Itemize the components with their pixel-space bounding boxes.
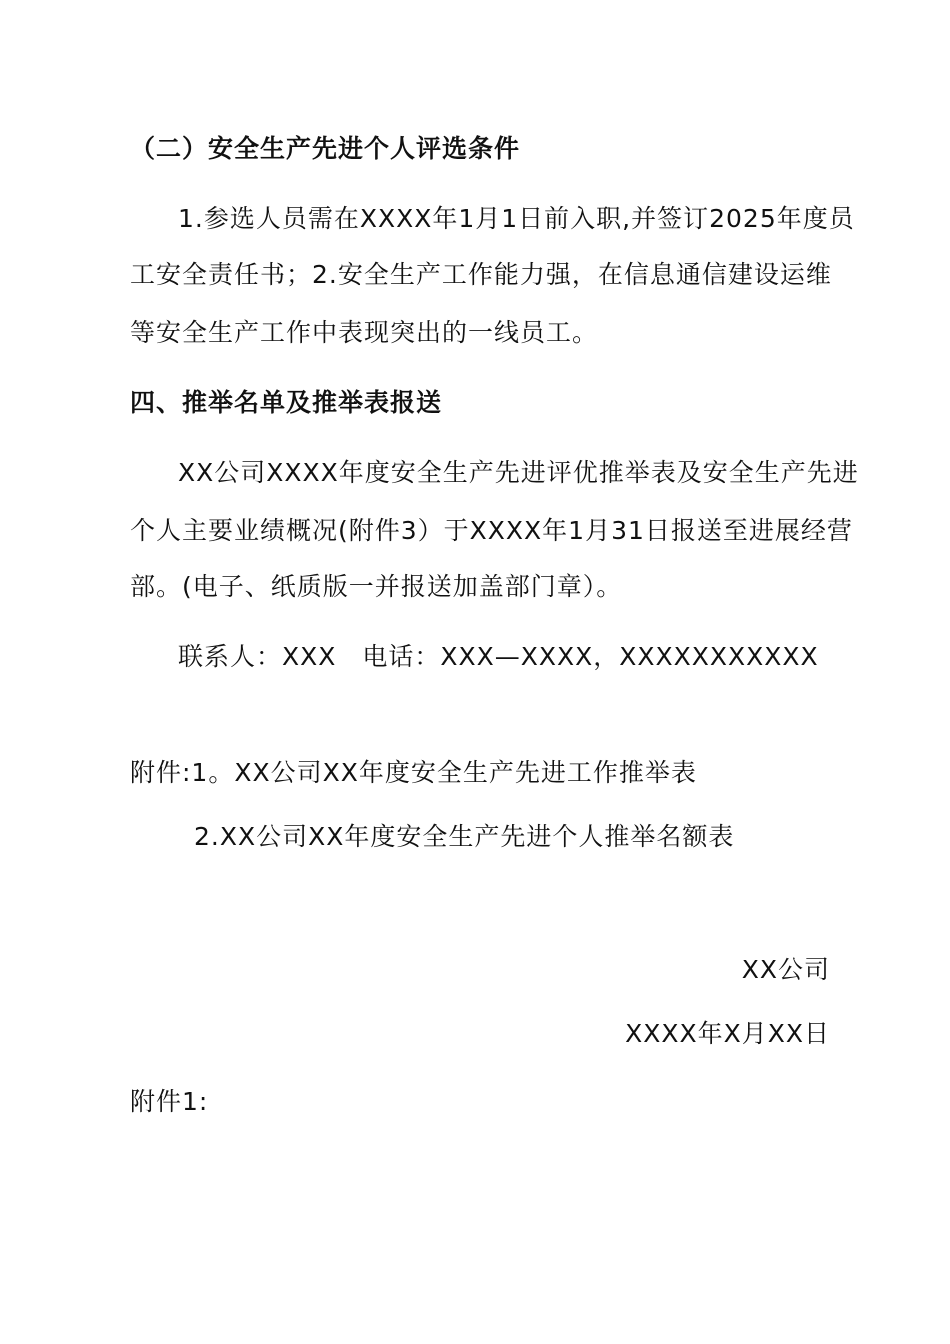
signature-org: XX公司 [741,955,830,984]
paragraph-line: XX公司XXXX年度安全生产先进评优推举表及安全生产先进 [178,458,859,487]
section-heading-selection-criteria: （二）安全生产先进个人评选条件 [130,134,521,163]
contact-info: 联系人：XXX 电话：XXX—XXXX，XXXXXXXXXXX [178,642,819,671]
paragraph-line: 个人主要业绩概况(附件3）于XXXX年1月31日报送至进展经营 [130,516,853,545]
paragraph-line: 等安全生产工作中表现突出的一线员工。 [130,318,599,347]
paragraph-line: 工安全责任书；2.安全生产工作能力强，在信息通信建设运维 [130,260,832,289]
appendix-label: 附件1: [130,1087,209,1116]
attachment-line-1: 附件:1。XX公司XX年度安全生产先进工作推举表 [130,758,697,787]
attachment-line-2: 2.XX公司XX年度安全生产先进个人推举名额表 [194,822,735,851]
signature-date: XXXX年X月XX日 [625,1019,830,1048]
section-heading-submission: 四、推举名单及推举表报送 [130,388,443,417]
paragraph-line: 1.参选人员需在XXXX年1月1日前入职,并签订2025年度员 [178,204,855,233]
paragraph-line: 部。(电子、纸质版一并报送加盖部门章）。 [130,572,623,601]
